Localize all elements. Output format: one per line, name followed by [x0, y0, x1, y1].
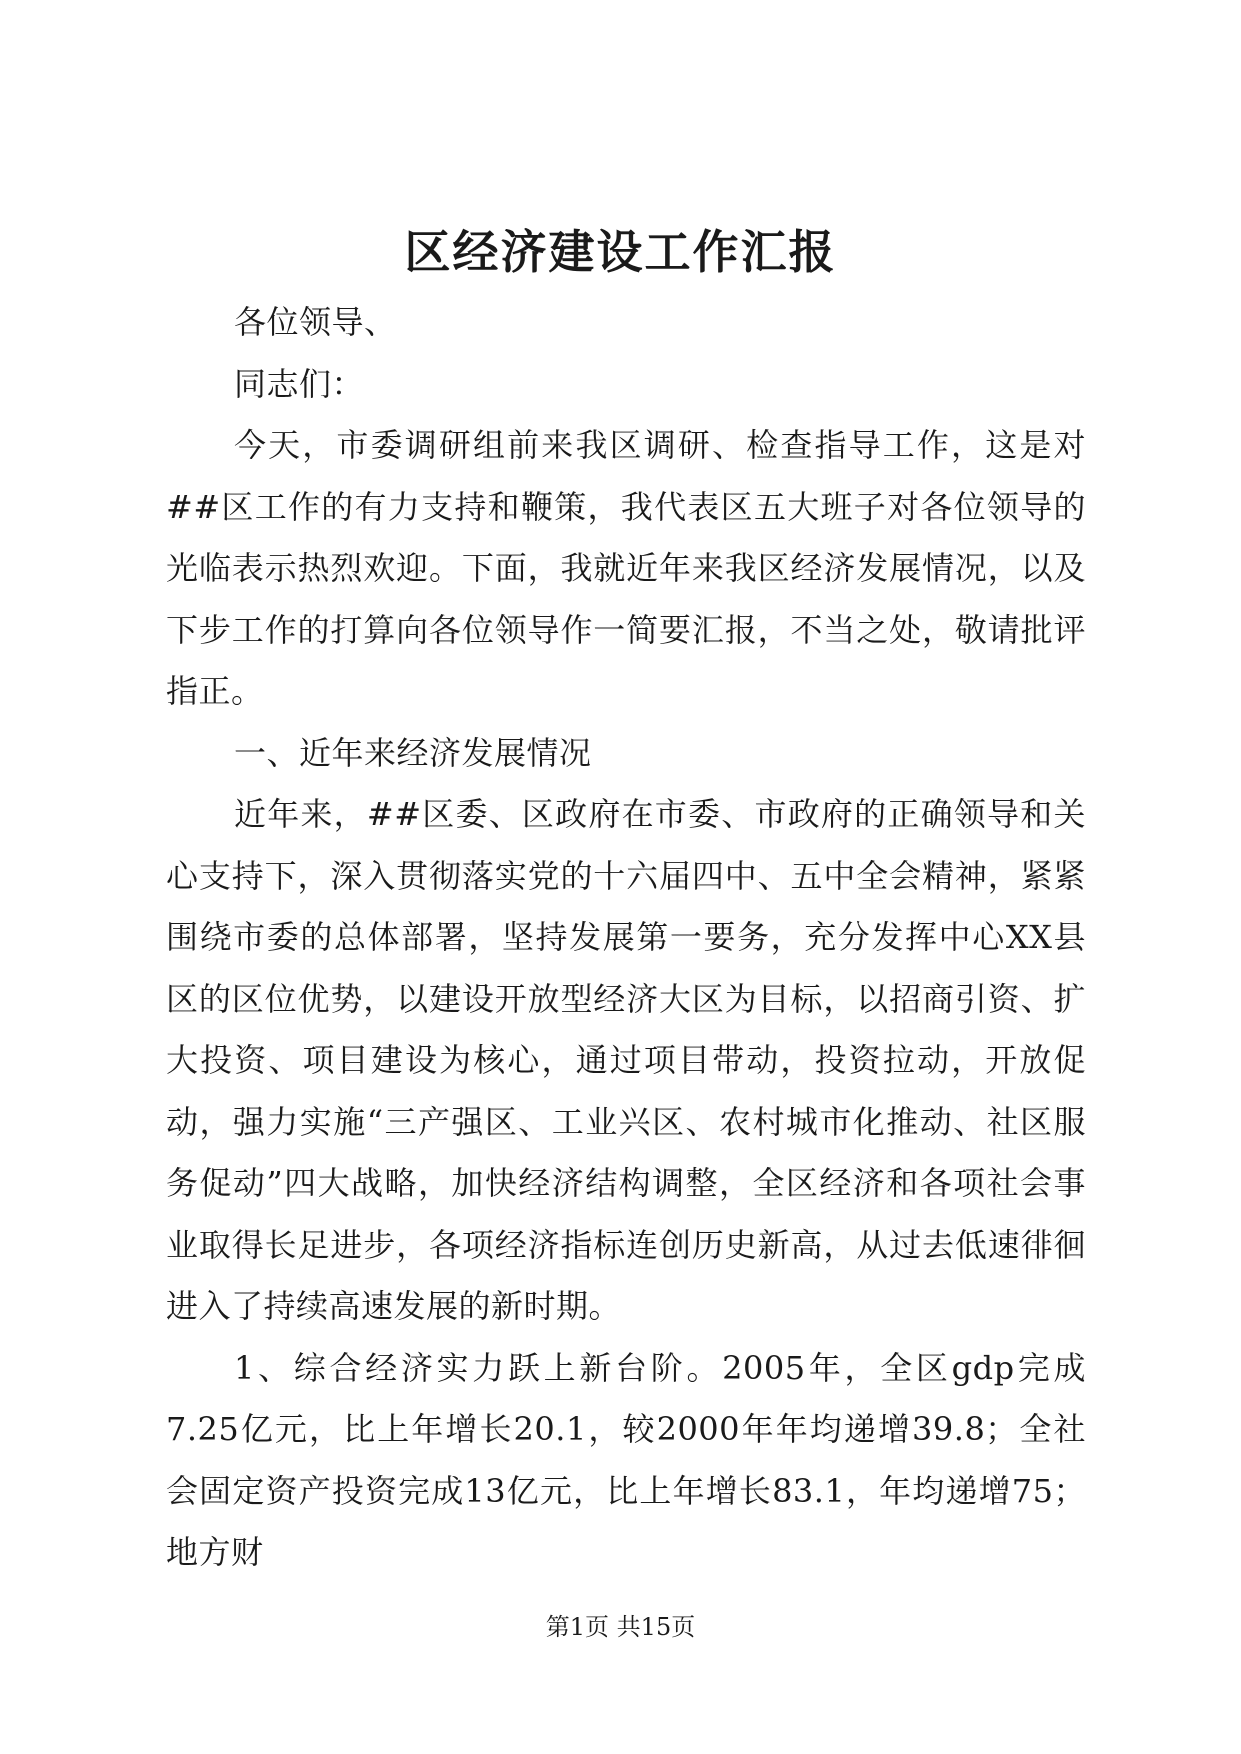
section-paragraph: 近年来，##区委、区政府在市委、市政府的正确领导和关心支持下，深入贯彻落实党的十六届四中、五中全会精神，紧紧围绕市委的总体部署，坚持发展第一要务，充分发挥中心XX县区的区位优势，以建设开放型经济大区为目标，以招商引资、扩大投资、项目建设为核心，通过项目带动，投资拉动，开放促动，强力实施“三产强区、工业兴区、农村城市化推动、社区服务促动”四大战略，加快经济结构调整，全区经济和各项社会事业取得长足进步，各项经济指标连创历史新高，从过去低速徘徊进入了持续高速发展的新时期。 — [166, 795, 1086, 1325]
section-heading: 一、近年来经济发展情况 — [234, 733, 592, 772]
page-footer: 第1页 共15页 — [545, 1613, 696, 1641]
salutation-line-1: 各位领导、 — [234, 303, 397, 341]
salutation-line-2: 同志们： — [234, 364, 365, 403]
subsection-paragraph: 1、综合经济实力跃上新台阶。2005年，全区gdp完成7.25亿元，比上年增长20.1，较2000年年均递增39.8；全社会固定资产投资完成13亿元，比上年增长83.1，年均递增75；地方财 — [166, 1348, 1086, 1571]
intro-paragraph: 今天，市委调研组前来我区调研、检查指导工作，这是对##区工作的有力支持和鞭策，我代表区五大班子对各位领导的光临表示热烈欢迎。下面，我就近年来我区经济发展情况，以及下步工作的打算向各位领导作一简要汇报，不当之处，敬请批评指正。 — [166, 426, 1086, 710]
document-body — [166, 292, 1086, 1584]
document-title: 区经济建设工作汇报 — [404, 225, 837, 279]
